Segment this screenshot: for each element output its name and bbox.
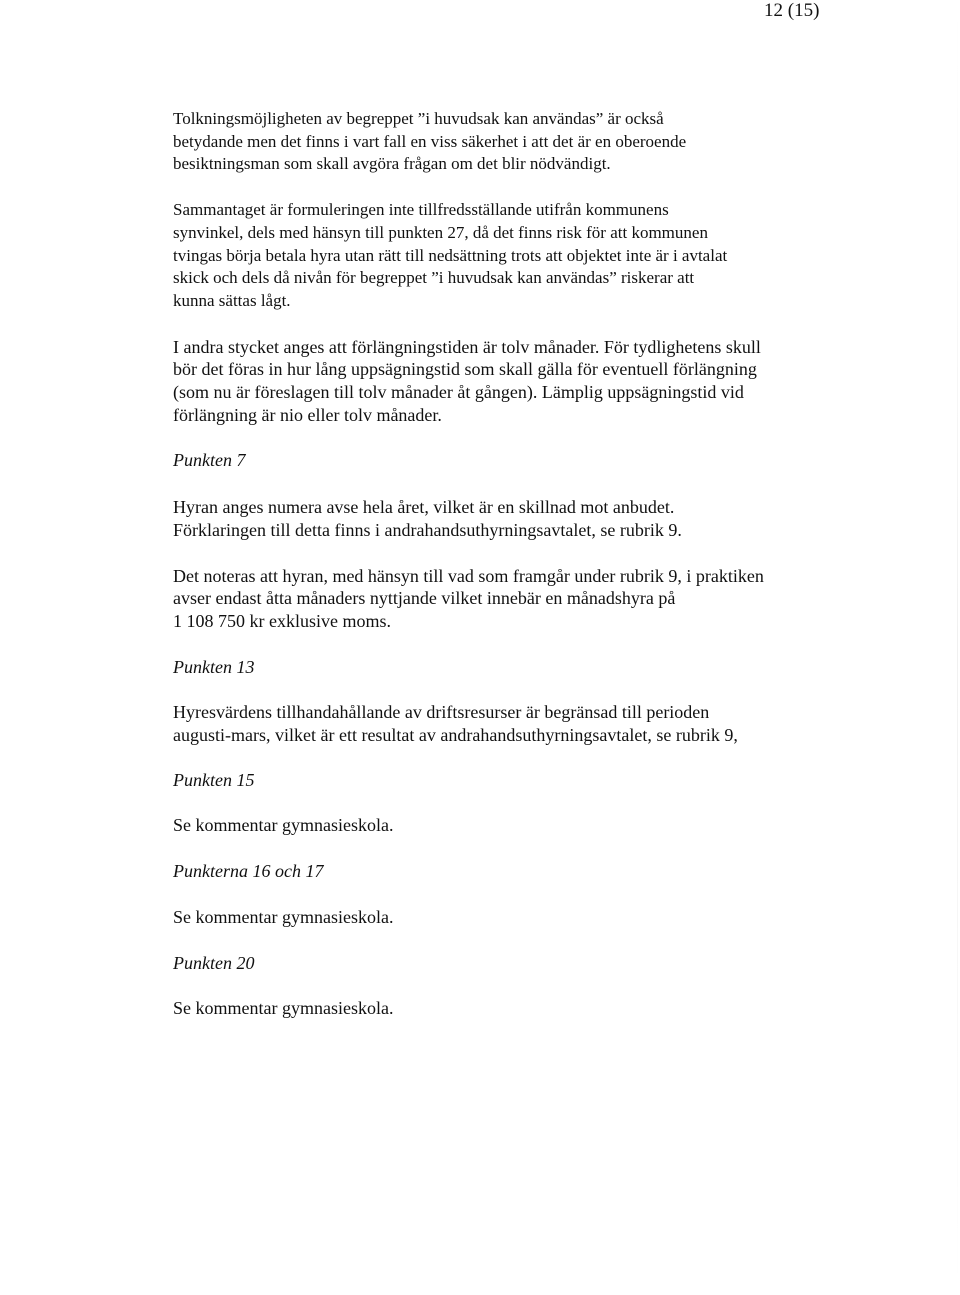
paragraph-se-kommentar-1 [173,814,833,837]
text-line: förlängning är nio eller tolv månader. [173,404,442,425]
heading-punkten-15: Punkten 15 [173,769,255,790]
heading-punkterna-16-och-17: Punkterna 16 och 17 [173,861,324,882]
paragraph-det-noteras [173,565,833,633]
text-line: (som nu är föreslagen till tolv månader åt gången). Lämplig uppsägningstid vid [173,382,744,403]
paragraph-se-kommentar-3 [173,997,833,1020]
text-line: betydande men det finns i vart fall en viss säkerhet i att det är en oberoende [173,131,687,151]
text-line: Det noteras att hyran, med hänsyn till vad som framgår under rubrik 9, i praktiken [173,565,764,586]
heading-punkten-13: Punkten 13 [173,656,255,677]
page-number: 12 (15) [764,0,820,21]
scan-edge-mark [957,0,958,1295]
paragraph-hyresvardens [173,701,833,746]
paragraph-hyran [173,496,833,541]
heading-punkten-20: Punkten 20 [173,952,255,973]
text-line: skick och dels då nivån för begreppet ”i huvudsak kan användas” riskerar att [173,268,695,288]
text-line: Se kommentar gymnasieskola. [173,815,394,836]
text-line: augusti-mars, vilket är ett resultat av andrahandsuthyrningsavtalet, se rubrik 9, [173,725,738,746]
paragraph-se-kommentar-2 [173,906,833,929]
text-line: Tolkningsmöjligheten av begreppet ”i huvudsak kan användas” är också [173,109,664,128]
heading-punkten-7: Punkten 7 [173,450,246,471]
text-line: tvingas börja betala hyra utan rätt till nedsättning trots att objektet inte är i avtalat [173,245,728,265]
text-line: Hyresvärdens tillhandahållande av driftsresurser är begränsad till perioden [173,702,710,723]
text-line: kunna sättas lågt. [173,290,291,310]
paragraph-forlangningstiden [173,336,833,427]
text-line: I andra stycket anges att förlängningstiden är tolv månader. För tydlighetens skull [173,336,761,357]
paragraph-sammantaget [173,199,833,313]
text-line: avser endast åtta månaders nyttjande vilket innebär en månadshyra på [173,588,676,609]
text-line: Se kommentar gymnasieskola. [173,998,394,1019]
text-line: Sammantaget är formuleringen inte tillfredsställande utifrån kommunens [173,200,669,220]
text-line: Se kommentar gymnasieskola. [173,906,394,927]
text-line: Förklaringen till detta finns i andrahandsuthyrningsavtalet, se rubrik 9. [173,519,682,540]
paragraph-tolkningsmojligheten [173,108,833,176]
text-line: besiktningsman som skall avgöra frågan om det blir nödvändigt. [173,154,611,174]
text-line: 1 108 750 kr exklusive moms. [173,610,391,631]
text-line: Hyran anges numera avse hela året, vilket är en skillnad mot anbudet. [173,497,675,518]
text-line: bör det föras in hur lång uppsägningstid som skall gälla för eventuell förlängning [173,359,757,380]
text-line: synvinkel, dels med hänsyn till punkten 27, då det finns risk för att kommunen [173,222,708,242]
document-body [173,108,833,1020]
